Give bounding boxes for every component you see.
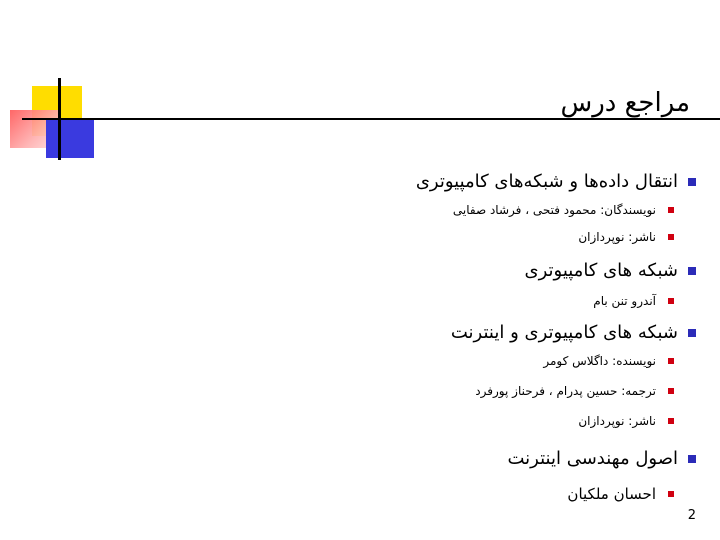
list-item-text: آندرو تنن بام xyxy=(593,294,656,308)
list-item-text: ناشر: نوپردازان xyxy=(578,414,656,428)
square-bullet-icon xyxy=(688,329,696,337)
section-heading-text: اصول مهندسی اینترنت xyxy=(507,448,678,469)
section-heading-text: شبکه های کامپیوتری xyxy=(524,260,678,281)
list-item-text: احسان ملکیان xyxy=(567,485,656,503)
title-underline xyxy=(22,118,720,120)
section-heading xyxy=(508,448,697,469)
list-item xyxy=(578,414,674,428)
section-heading xyxy=(524,260,696,281)
list-item-text: ناشر: نوپردازان xyxy=(578,230,656,244)
page-title: مراجع درس xyxy=(560,88,690,118)
square-bullet-icon xyxy=(668,491,674,497)
decor-blue-square xyxy=(46,120,94,158)
list-item xyxy=(453,203,674,217)
square-bullet-icon xyxy=(668,418,674,424)
list-item-text: ترجمه: حسین پدرام ، فرحناز پورفرد xyxy=(475,384,656,398)
square-bullet-icon xyxy=(668,207,674,213)
list-item xyxy=(475,384,674,398)
square-bullet-icon xyxy=(668,388,674,394)
square-bullet-icon xyxy=(688,178,696,186)
square-bullet-icon xyxy=(668,358,674,364)
square-bullet-icon xyxy=(668,234,674,240)
list-item-text: نویسنده: داگلاس کومر xyxy=(543,354,656,368)
list-item xyxy=(543,354,674,368)
list-item-text: نویسندگان: محمود فتحی ، فرشاد صفایی xyxy=(452,203,656,217)
section-heading-text: انتقال داده‌ها و شبکه‌های کامپیوتری xyxy=(415,171,678,192)
list-item xyxy=(593,294,674,308)
square-bullet-icon xyxy=(688,267,696,275)
list-item xyxy=(567,485,674,503)
section-heading xyxy=(416,171,696,192)
list-item xyxy=(578,230,674,244)
square-bullet-icon xyxy=(688,455,696,463)
section-heading xyxy=(451,322,696,343)
page-number: 2 xyxy=(687,508,696,523)
section-heading-text: شبکه های کامپیوتری و اینترنت xyxy=(450,322,678,343)
square-bullet-icon xyxy=(668,298,674,304)
